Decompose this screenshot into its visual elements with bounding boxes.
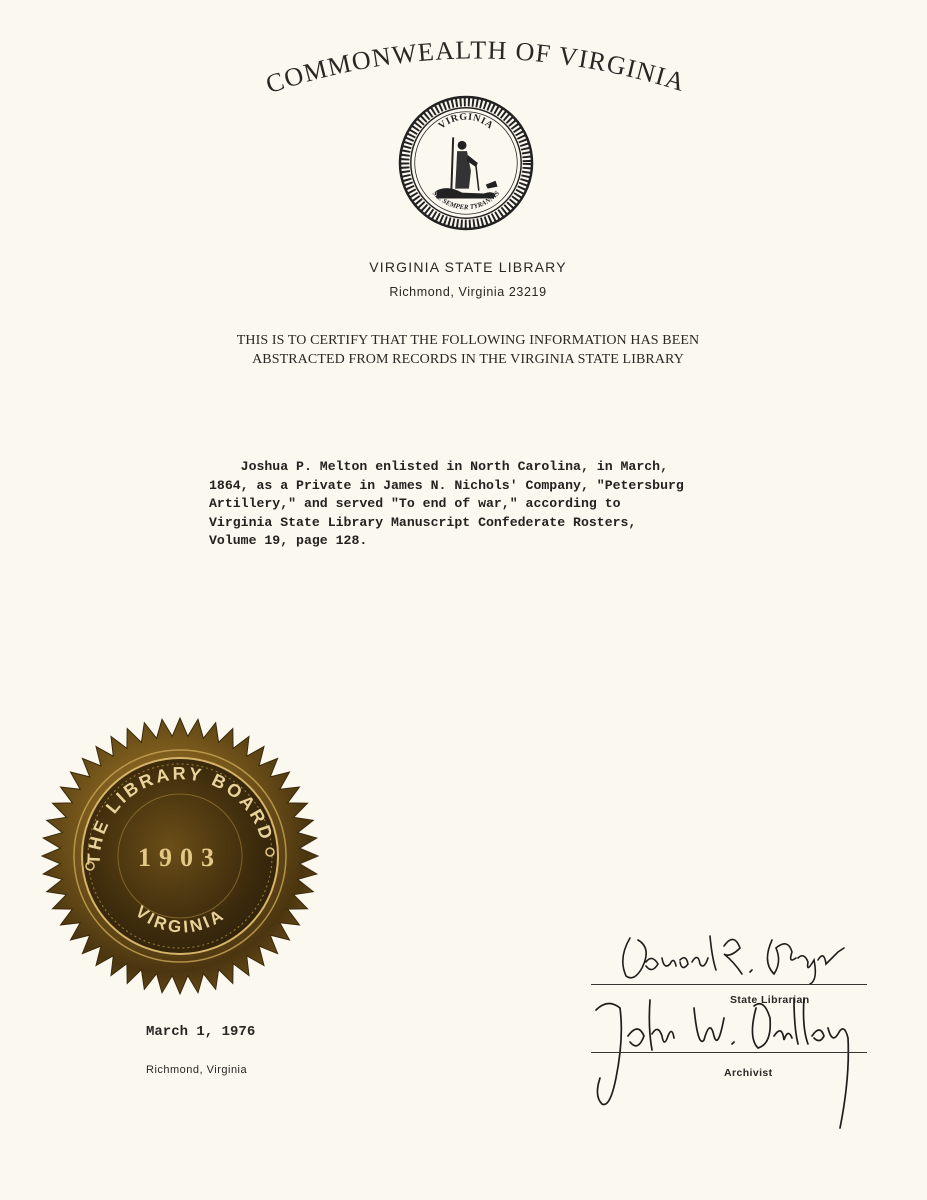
issue-place: Richmond, Virginia xyxy=(146,1064,248,1076)
record-line: Artillery," and served "To end of war," according to xyxy=(209,496,621,511)
library-name: VIRGINIA STATE LIBRARY xyxy=(369,259,567,275)
certification-line-2: ABSTRACTED FROM RECORDS IN THE VIRGINIA STATE LIBRARY xyxy=(252,352,684,367)
svg-text:SIC SEMPER TYRANNIS: SIC SEMPER TYRANNIS xyxy=(430,190,502,212)
certification-line-1: THIS IS TO CERTIFY THAT THE FOLLOWING INFORMATION HAS BEEN xyxy=(236,333,700,348)
issue-date: March 1, 1976 xyxy=(146,1024,256,1040)
record-abstract xyxy=(209,458,809,551)
state-librarian-title: State Librarian xyxy=(730,994,810,1006)
svg-text:THE LIBRARY BOARD: THE LIBRARY BOARD xyxy=(83,763,278,866)
library-board-seal-icon xyxy=(40,716,320,996)
svg-text:1903: 1903 xyxy=(138,843,222,872)
archivist-signature xyxy=(588,978,888,1138)
archivist-signature-line xyxy=(591,1052,867,1053)
archivist-title: Archivist xyxy=(724,1067,773,1079)
svg-text:VIRGINIA: VIRGINIA xyxy=(131,902,229,937)
record-line: Joshua P. Melton enlisted in North Carolina, in March, xyxy=(209,459,668,474)
record-line: 1864, as a Private in James N. Nichols' Company, "Petersburg xyxy=(209,477,684,493)
virginia-state-seal-icon xyxy=(397,94,535,232)
library-address: Richmond, Virginia 23219 xyxy=(389,285,547,299)
record-line: Virginia State Library Manuscript Confederate Rosters, xyxy=(209,514,637,530)
masthead-title: COMMONWEALTH OF VIRGINIA xyxy=(262,35,690,100)
svg-text:VIRGINIA: VIRGINIA xyxy=(436,111,496,132)
record-line: Volume 19, page 128. xyxy=(209,533,368,548)
